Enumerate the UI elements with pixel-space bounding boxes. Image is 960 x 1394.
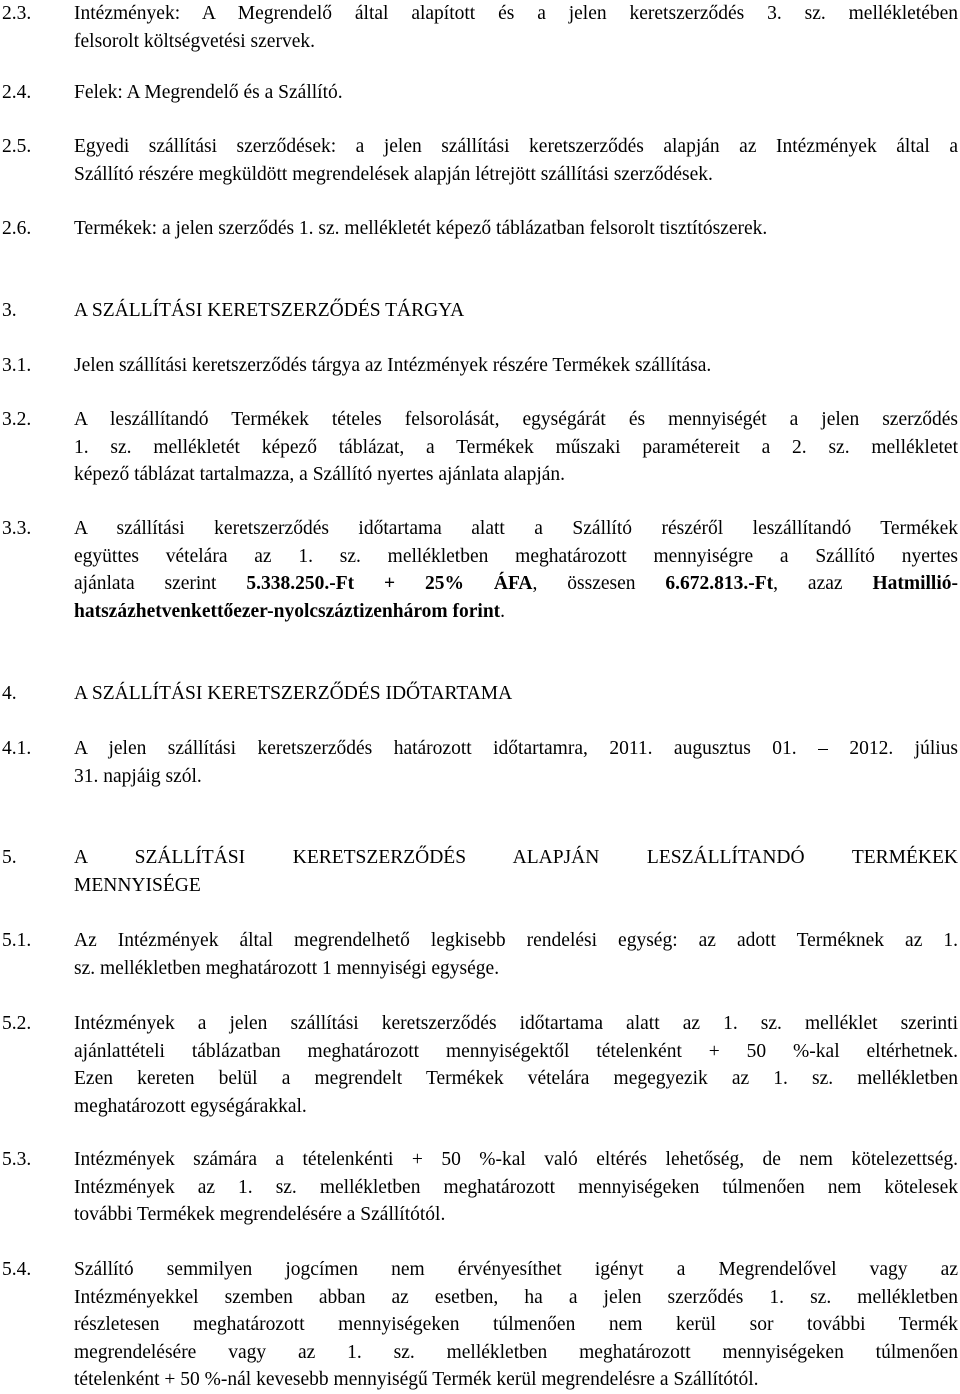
clause-line: Szállító részére megküldött megrendelések alapján létrejött szállítási szerződések. [74, 163, 713, 185]
clause-text-run: ajánlata szerint [74, 573, 247, 594]
clause-text-run: , összesen [532, 573, 666, 594]
clause-line: ajánlattételi táblázatban meghatározott mennyiségektől tételenként + 50 %-kal eltérhetnek. [74, 1040, 958, 1062]
clause-line: Intézmények számára a tételenkénti + 50 %-kal való eltérés lehetőség, de nem kötelezettség. [74, 1149, 958, 1170]
clause-line: Szállító semmilyen jogcímen nem érvényesíthet igényt a Megrendelővel vagy az [74, 1259, 958, 1280]
clause-line: meghatározott egységárakkal. [74, 1095, 307, 1117]
clause-line: 31. napjáig szól. [74, 765, 202, 787]
clause-text: Felek: A Megrendelő és a Szállító. [74, 82, 343, 103]
clause-line: részletesen meghatározott mennyiségeken túlmenően nem kerül sor további Termék [74, 1314, 958, 1335]
clause-text [74, 0, 958, 55]
clause-text: Jelen szállítási keretszerződés tárgya az Intézmények részére Termékek szállítása. [74, 355, 712, 376]
clause-line: Intézmények a jelen szállítási keretszerződés időtartama alatt az 1. sz. melléklet szerinti [74, 1013, 958, 1034]
section-title [74, 844, 958, 899]
clause-line: képező táblázat tartalmazza, a Szállító nyertes ajánlata alapján. [74, 464, 566, 485]
clause-number: 2.4. [2, 82, 32, 103]
section-title: A SZÁLLÍTÁSI KERETSZERZŐDÉS TÁRGYA [74, 300, 465, 321]
clause-text [74, 1146, 958, 1229]
clause-line: Egyedi szállítási szerződések: a jelen szállítási keretszerződés alapján az Intézmények által a [74, 136, 958, 157]
clause-text [74, 1256, 958, 1394]
gross-price-value: 6.672.813.-Ft [665, 573, 774, 594]
clause-line: megrendelésére vagy az 1. sz. mellékletben meghatározott mennyiségeken túlmenően [74, 1341, 958, 1363]
clause-line: tételenként + 50 %-nál kevesebb mennyiségű Termék kerül megrendelésre a Szállítótól. [74, 1369, 759, 1390]
section-title: A SZÁLLÍTÁSI KERETSZERZŐDÉS IDŐTARTAMA [74, 683, 513, 704]
clause-text [74, 515, 958, 625]
clause-line: Intézmények az 1. sz. mellékletben meghatározott mennyiségeken túlmenően nem kötelesek [74, 1176, 958, 1198]
clause-number: 5.1. [2, 930, 32, 951]
clause-line: további Termékek megrendelésére a Szállítótól. [74, 1204, 446, 1225]
clause-text-run: , azaz [773, 573, 873, 594]
price-in-words-start: Hatmillió- [872, 573, 959, 594]
clause-text [74, 406, 958, 489]
clause-line: A szállítási keretszerződés időtartama alatt a Szállító részéről leszállítandó Termékek [74, 518, 958, 539]
clause-number: 2.5. [2, 136, 32, 157]
section-title-line: A SZÁLLÍTÁSI KERETSZERZŐDÉS ALAPJÁN LESZÁLLÍTANDÓ TERMÉKEK [74, 847, 958, 868]
clause-text [74, 927, 958, 982]
clause-line: 1. sz. mellékletét képező táblázat, a Termékek műszaki paramétereit a 2. sz. mellékletet [74, 436, 958, 458]
clause-line: A jelen szállítási keretszerződés határozott időtartamra, 2011. augusztus 01. – 2012. július [74, 738, 958, 759]
net-price-value: 5.338.250.-Ft + 25% ÁFA [246, 573, 533, 594]
clause-line: Intézmények: A Megrendelő által alapított és a jelen keretszerződés 3. sz. mellékletében [74, 3, 958, 24]
clause-line [74, 598, 958, 626]
clause-number: 5.3. [2, 1149, 32, 1170]
section-title-line: MENNYISÉGE [74, 874, 201, 896]
price-in-words-end: hatszázhetvenkettőezer-nyolcszáztizenhárom forint [74, 600, 501, 622]
clause-line [74, 570, 958, 598]
clause-text [74, 735, 958, 790]
clause-number: 4.1. [2, 738, 32, 759]
clause-text: Termékek: a jelen szerződés 1. sz. mellékletét képező táblázatban felsorolt tisztítószerek. [74, 218, 768, 239]
clause-line: Az Intézmények által megrendelhető legkisebb rendelési egység: az adott Terméknek az 1. [74, 930, 958, 951]
clause-number: 3.1. [2, 355, 32, 376]
clause-line: Intézményekkel szemben abban az esetben, ha a jelen szerződés 1. sz. mellékletben [74, 1286, 958, 1308]
clause-number: 2.3. [2, 3, 32, 24]
section-number: 5. [2, 847, 17, 868]
clause-number: 2.6. [2, 218, 32, 239]
clause-line: A leszállítandó Termékek tételes felsorolását, egységárát és mennyiségét a jelen szerződés [74, 409, 958, 430]
clause-line: Ezen kereten belül a megrendelt Termékek vételára megegyezik az 1. sz. mellékletben [74, 1068, 958, 1089]
clause-line: felsorolt költségvetési szervek. [74, 30, 315, 52]
clause-number: 5.4. [2, 1259, 32, 1280]
clause-number: 3.2. [2, 409, 32, 430]
clause-text [74, 1010, 958, 1120]
section-number: 3. [2, 300, 17, 321]
section-number: 4. [2, 683, 17, 704]
clause-number: 3.3. [2, 518, 32, 539]
clause-line: együttes vételára az 1. sz. mellékletben meghatározott mennyiségre a Szállító nyertes [74, 545, 958, 567]
clause-line: sz. mellékletben meghatározott 1 mennyiségi egysége. [74, 957, 500, 979]
clause-text-run: . [500, 600, 506, 622]
clause-text [74, 133, 958, 188]
clause-number: 5.2. [2, 1013, 32, 1034]
